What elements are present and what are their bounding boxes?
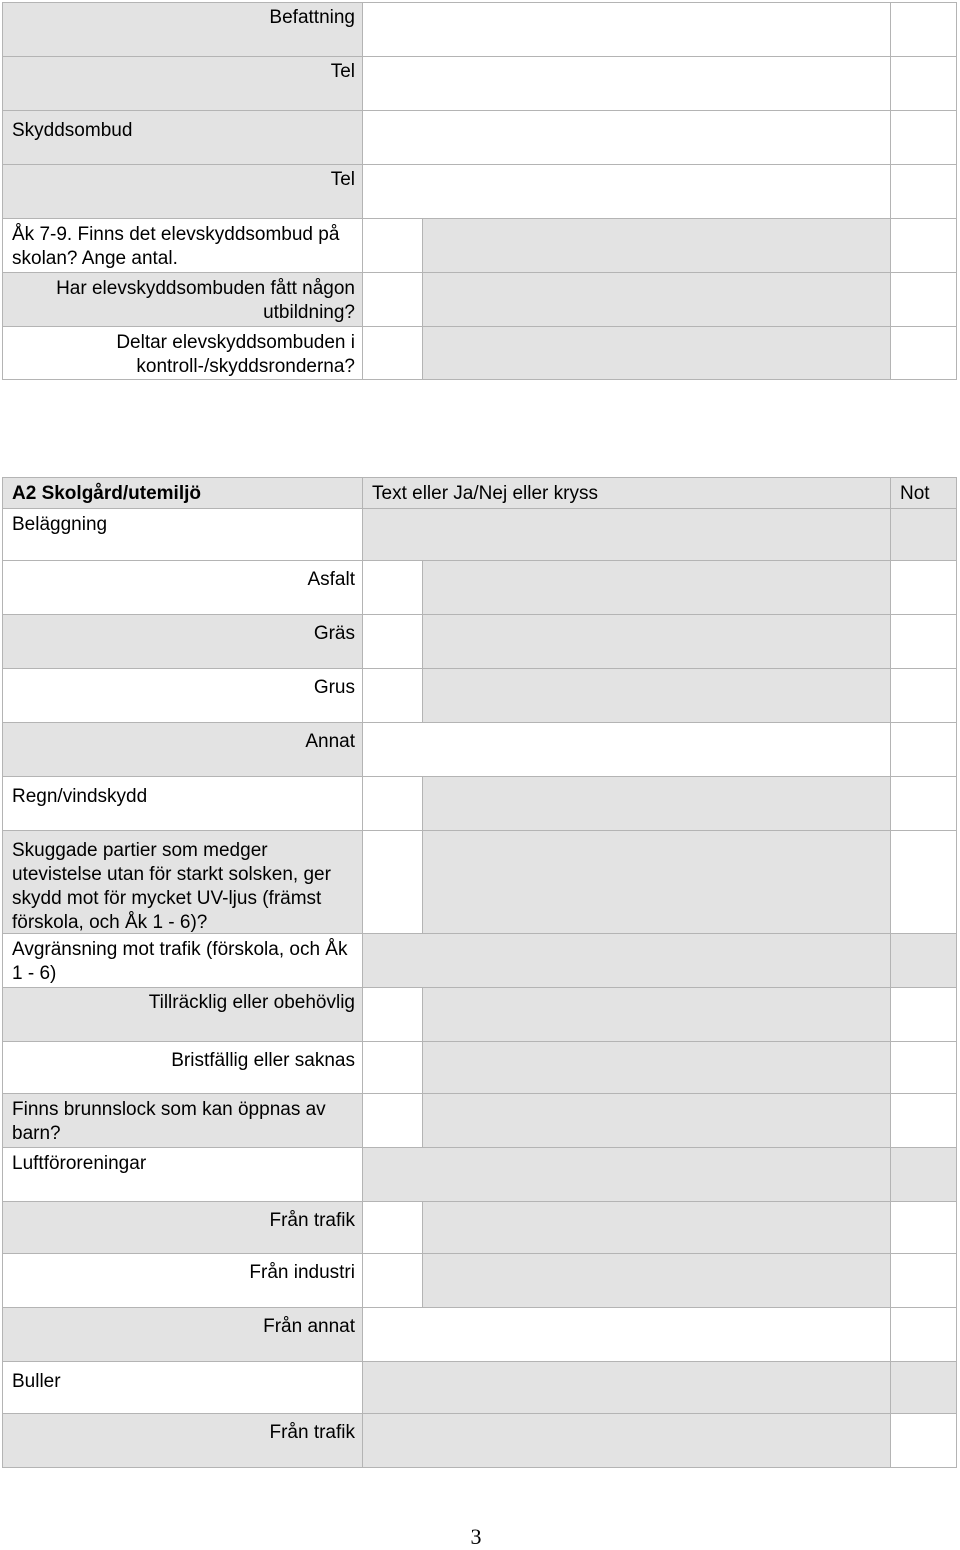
- row-label-sufficient: Tillräcklig eller obehövlig: [2, 987, 363, 1042]
- gravel-note[interactable]: [890, 668, 957, 723]
- tel-note[interactable]: [890, 56, 957, 111]
- deficient-text[interactable]: [422, 1041, 891, 1094]
- gravel-answer[interactable]: [362, 668, 423, 723]
- student-reps-answer[interactable]: [362, 218, 423, 273]
- air-pollution-note[interactable]: [890, 1147, 957, 1202]
- row-label-student-reps-rounds: Deltar elevskyddsombuden i kontroll-/skyddsronderna?: [2, 326, 363, 380]
- sufficient-answer[interactable]: [362, 987, 423, 1042]
- row-label-asphalt: Asfalt: [2, 560, 363, 615]
- position-field[interactable]: [362, 2, 891, 57]
- other-field[interactable]: [362, 722, 891, 777]
- rain-shelter-answer[interactable]: [362, 776, 423, 831]
- row-label-safety-rep: Skyddsombud: [2, 110, 363, 165]
- surface-note[interactable]: [890, 508, 957, 561]
- shade-answer[interactable]: [362, 830, 423, 934]
- safety-rep-note[interactable]: [890, 110, 957, 165]
- training-answer[interactable]: [362, 272, 423, 327]
- traffic-barrier-note[interactable]: [890, 933, 957, 988]
- noise-from-traffic-note[interactable]: [890, 1413, 957, 1468]
- from-industry-text[interactable]: [422, 1253, 891, 1308]
- rain-shelter-text[interactable]: [422, 776, 891, 831]
- row-label-tel-2: Tel: [2, 164, 363, 219]
- deficient-answer[interactable]: [362, 1041, 423, 1094]
- position-note[interactable]: [890, 2, 957, 57]
- shade-text[interactable]: [422, 830, 891, 934]
- sufficient-note[interactable]: [890, 987, 957, 1042]
- row-label-student-reps: Åk 7-9. Finns det elevskyddsombud på skolan? Ange antal.: [2, 218, 363, 273]
- from-industry-answer[interactable]: [362, 1253, 423, 1308]
- tel-field[interactable]: [362, 56, 891, 111]
- training-text[interactable]: [422, 272, 891, 327]
- column-header-answer: Text eller Ja/Nej eller kryss: [362, 477, 891, 509]
- from-other-note[interactable]: [890, 1307, 957, 1362]
- noise-field[interactable]: [362, 1361, 891, 1414]
- row-label-manhole: Finns brunnslock som kan öppnas av barn?: [2, 1093, 363, 1148]
- sufficient-text[interactable]: [422, 987, 891, 1042]
- rounds-note[interactable]: [890, 326, 957, 380]
- row-label-rain-shelter: Regn/vindskydd: [2, 776, 363, 831]
- column-header-note: Not: [890, 477, 957, 509]
- grass-note[interactable]: [890, 614, 957, 669]
- other-note[interactable]: [890, 722, 957, 777]
- tel-field-2[interactable]: [362, 164, 891, 219]
- row-label-shade: Skuggade partier som medger utevistelse utan för starkt solsken, ger skydd mot för mycket UV-ljus (främst förskola, och Åk 1 - 6)?: [2, 830, 363, 934]
- student-reps-note[interactable]: [890, 218, 957, 273]
- from-traffic-note[interactable]: [890, 1201, 957, 1254]
- noise-from-traffic-field[interactable]: [362, 1413, 891, 1468]
- manhole-note[interactable]: [890, 1093, 957, 1148]
- page-number: 3: [470, 1524, 482, 1549]
- asphalt-answer[interactable]: [362, 560, 423, 615]
- asphalt-text[interactable]: [422, 560, 891, 615]
- asphalt-note[interactable]: [890, 560, 957, 615]
- manhole-text[interactable]: [422, 1093, 891, 1148]
- row-label-other: Annat: [2, 722, 363, 777]
- row-label-from-traffic: Från trafik: [2, 1201, 363, 1254]
- row-label-student-reps-training: Har elevskyddsombuden fått någon utbildning?: [2, 272, 363, 327]
- row-label-deficient: Bristfällig eller saknas: [2, 1041, 363, 1094]
- gravel-text[interactable]: [422, 668, 891, 723]
- row-label-from-other: Från annat: [2, 1307, 363, 1362]
- student-reps-text[interactable]: [422, 218, 891, 273]
- manhole-answer[interactable]: [362, 1093, 423, 1148]
- surface-field[interactable]: [362, 508, 891, 561]
- from-industry-note[interactable]: [890, 1253, 957, 1308]
- rounds-text[interactable]: [422, 326, 891, 380]
- row-label-noise-from-traffic: Från trafik: [2, 1413, 363, 1468]
- row-label-position: Befattning: [2, 2, 363, 57]
- row-label-air-pollution: Luftföroreningar: [2, 1147, 363, 1202]
- training-note[interactable]: [890, 272, 957, 327]
- rounds-answer[interactable]: [362, 326, 423, 380]
- tel-note-2[interactable]: [890, 164, 957, 219]
- noise-note[interactable]: [890, 1361, 957, 1414]
- row-label-traffic-barrier: Avgränsning mot trafik (förskola, och Åk 1 - 6): [2, 933, 363, 988]
- shade-note[interactable]: [890, 830, 957, 934]
- row-label-gravel: Grus: [2, 668, 363, 723]
- from-traffic-answer[interactable]: [362, 1201, 423, 1254]
- grass-text[interactable]: [422, 614, 891, 669]
- grass-answer[interactable]: [362, 614, 423, 669]
- rain-shelter-note[interactable]: [890, 776, 957, 831]
- row-label-tel: Tel: [2, 56, 363, 111]
- air-pollution-field[interactable]: [362, 1147, 891, 1202]
- row-label-grass: Gräs: [2, 614, 363, 669]
- from-traffic-text[interactable]: [422, 1201, 891, 1254]
- deficient-note[interactable]: [890, 1041, 957, 1094]
- section-title: A2 Skolgård/utemiljö: [2, 477, 363, 509]
- traffic-barrier-field[interactable]: [362, 933, 891, 988]
- from-other-field[interactable]: [362, 1307, 891, 1362]
- row-label-noise: Buller: [2, 1361, 363, 1414]
- row-label-from-industry: Från industri: [2, 1253, 363, 1308]
- safety-rep-field[interactable]: [362, 110, 891, 165]
- row-label-surface: Beläggning: [2, 508, 363, 561]
